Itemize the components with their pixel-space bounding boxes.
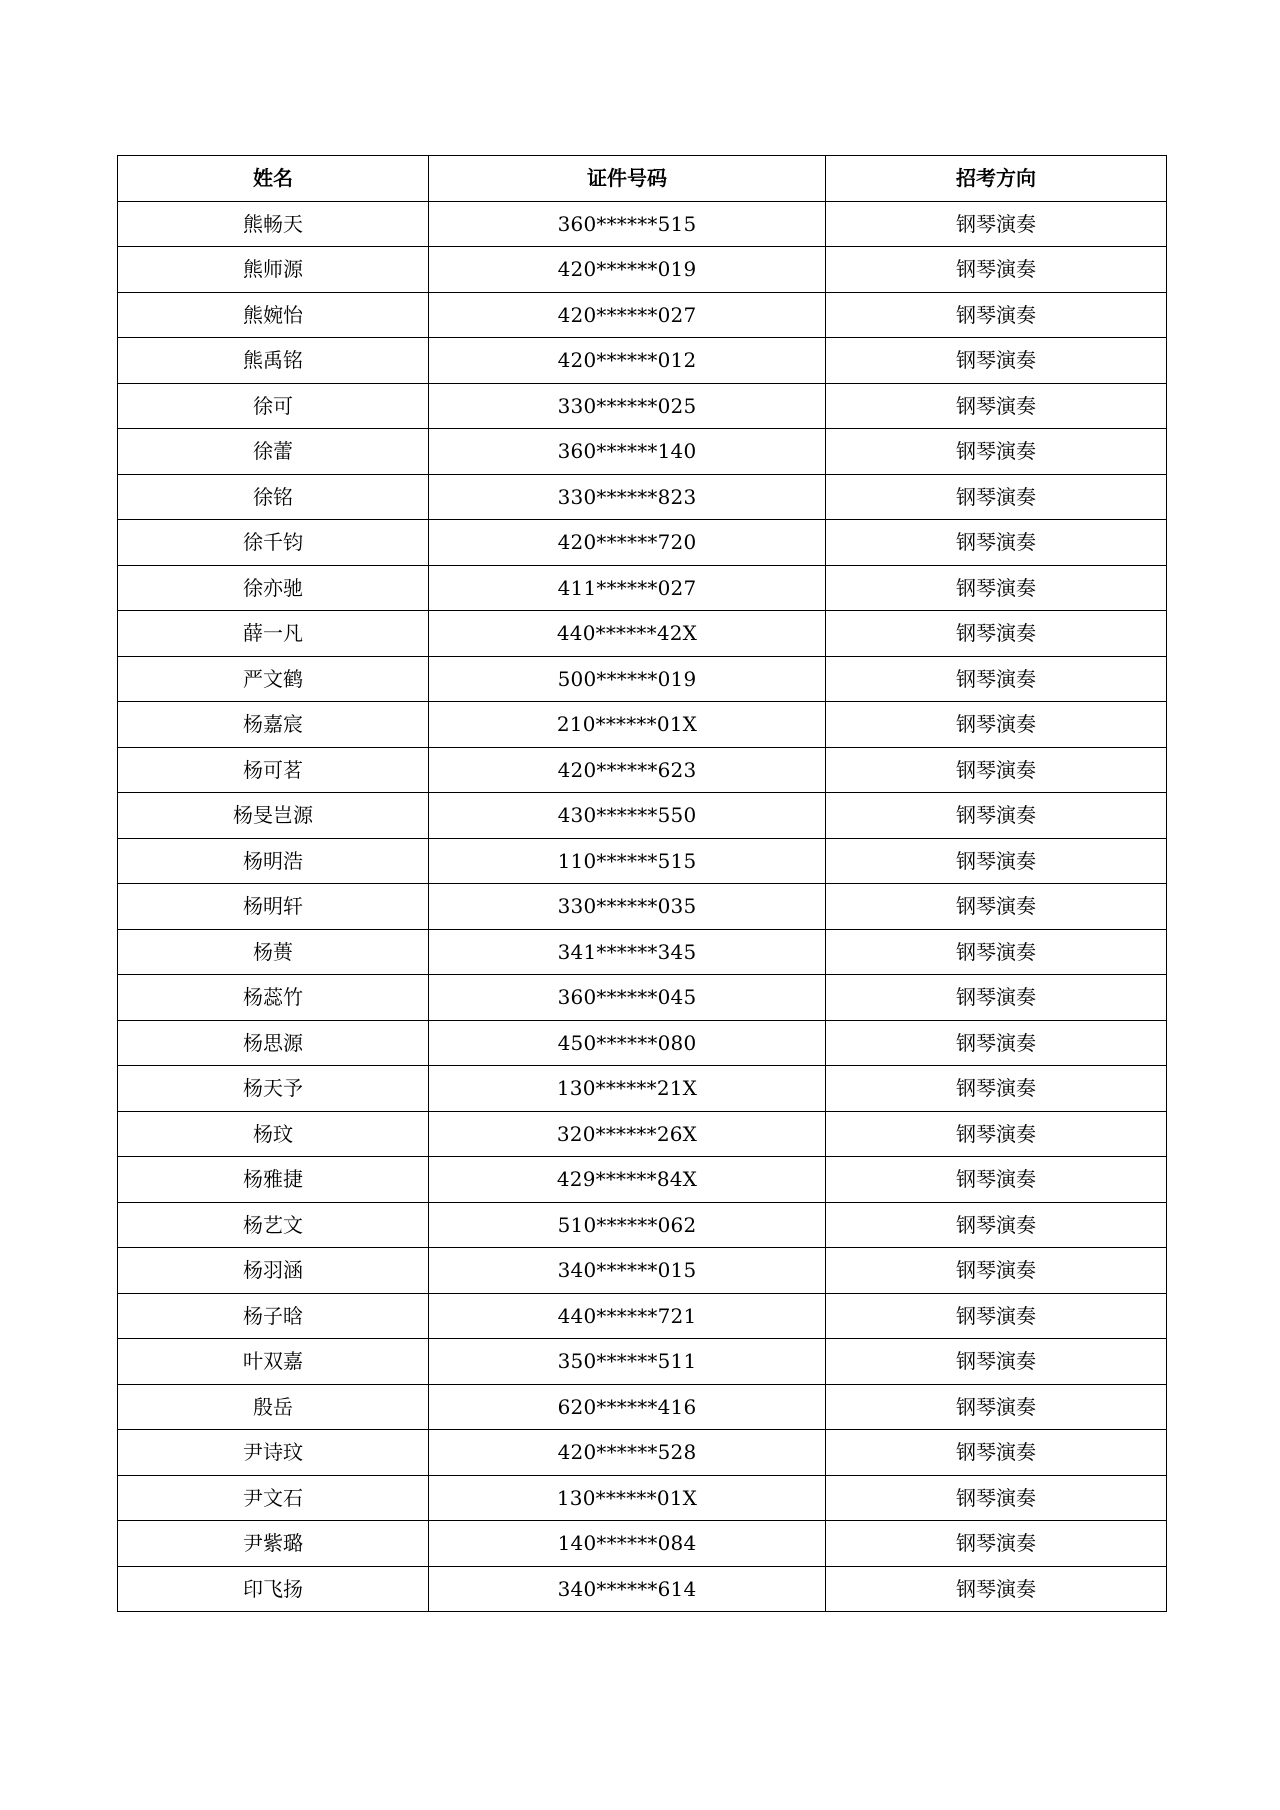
table-row xyxy=(118,201,1167,247)
cell-name: 杨可茗 xyxy=(118,747,429,793)
cell-direction: 钢琴演奏 xyxy=(826,1339,1167,1385)
header-direction: 招考方向 xyxy=(826,156,1167,202)
cell-name: 印飞扬 xyxy=(118,1566,429,1612)
cell-id-number: 440******42X xyxy=(429,611,826,657)
cell-id-number: 420******027 xyxy=(429,292,826,338)
cell-name: 尹紫璐 xyxy=(118,1521,429,1567)
table-row xyxy=(118,292,1167,338)
cell-id-number: 360******140 xyxy=(429,429,826,475)
cell-direction: 钢琴演奏 xyxy=(826,520,1167,566)
table-row xyxy=(118,565,1167,611)
candidate-table xyxy=(117,155,1167,1612)
table-header xyxy=(118,156,1167,202)
cell-direction: 钢琴演奏 xyxy=(826,1521,1167,1567)
cell-name: 杨思源 xyxy=(118,1020,429,1066)
cell-id-number: 330******035 xyxy=(429,884,826,930)
cell-direction: 钢琴演奏 xyxy=(826,975,1167,1021)
table-row xyxy=(118,474,1167,520)
cell-id-number: 360******515 xyxy=(429,201,826,247)
table-row xyxy=(118,702,1167,748)
cell-id-number: 420******019 xyxy=(429,247,826,293)
cell-direction: 钢琴演奏 xyxy=(826,1566,1167,1612)
table-row xyxy=(118,929,1167,975)
table-row xyxy=(118,1020,1167,1066)
cell-direction: 钢琴演奏 xyxy=(826,702,1167,748)
cell-id-number: 420******012 xyxy=(429,338,826,384)
table-row xyxy=(118,747,1167,793)
table-row xyxy=(118,1157,1167,1203)
cell-name: 尹文石 xyxy=(118,1475,429,1521)
cell-direction: 钢琴演奏 xyxy=(826,565,1167,611)
table-row xyxy=(118,1066,1167,1112)
table-row xyxy=(118,611,1167,657)
cell-name: 杨天予 xyxy=(118,1066,429,1112)
table-row xyxy=(118,247,1167,293)
cell-id-number: 330******025 xyxy=(429,383,826,429)
cell-name: 叶双嘉 xyxy=(118,1339,429,1385)
table-row xyxy=(118,975,1167,1021)
cell-direction: 钢琴演奏 xyxy=(826,1157,1167,1203)
table-row xyxy=(118,656,1167,702)
table-row xyxy=(118,1475,1167,1521)
table-row xyxy=(118,793,1167,839)
cell-name: 熊禹铭 xyxy=(118,338,429,384)
cell-direction: 钢琴演奏 xyxy=(826,1202,1167,1248)
cell-name: 徐可 xyxy=(118,383,429,429)
cell-name: 杨蕊竹 xyxy=(118,975,429,1021)
cell-id-number: 500******019 xyxy=(429,656,826,702)
cell-id-number: 210******01X xyxy=(429,702,826,748)
table-row xyxy=(118,520,1167,566)
table-row xyxy=(118,1430,1167,1476)
header-name: 姓名 xyxy=(118,156,429,202)
cell-id-number: 320******26X xyxy=(429,1111,826,1157)
cell-direction: 钢琴演奏 xyxy=(826,656,1167,702)
table-row xyxy=(118,1566,1167,1612)
table-row xyxy=(118,1248,1167,1294)
table-body xyxy=(118,201,1167,1612)
table-row xyxy=(118,1384,1167,1430)
table-row xyxy=(118,383,1167,429)
cell-direction: 钢琴演奏 xyxy=(826,747,1167,793)
table-row xyxy=(118,338,1167,384)
cell-name: 熊畅天 xyxy=(118,201,429,247)
cell-direction: 钢琴演奏 xyxy=(826,1248,1167,1294)
cell-id-number: 420******623 xyxy=(429,747,826,793)
table-row xyxy=(118,838,1167,884)
header-row xyxy=(118,156,1167,202)
cell-id-number: 130******01X xyxy=(429,1475,826,1521)
cell-name: 徐亦驰 xyxy=(118,565,429,611)
cell-direction: 钢琴演奏 xyxy=(826,1293,1167,1339)
header-id-number: 证件号码 xyxy=(429,156,826,202)
cell-id-number: 420******528 xyxy=(429,1430,826,1476)
cell-name: 杨子晗 xyxy=(118,1293,429,1339)
cell-id-number: 330******823 xyxy=(429,474,826,520)
cell-name: 徐铭 xyxy=(118,474,429,520)
cell-id-number: 341******345 xyxy=(429,929,826,975)
cell-name: 薛一凡 xyxy=(118,611,429,657)
cell-direction: 钢琴演奏 xyxy=(826,1384,1167,1430)
table-row xyxy=(118,1202,1167,1248)
cell-direction: 钢琴演奏 xyxy=(826,292,1167,338)
cell-id-number: 360******045 xyxy=(429,975,826,1021)
cell-direction: 钢琴演奏 xyxy=(826,383,1167,429)
table-row xyxy=(118,1111,1167,1157)
table-row xyxy=(118,1521,1167,1567)
cell-name: 熊师源 xyxy=(118,247,429,293)
cell-id-number: 420******720 xyxy=(429,520,826,566)
cell-name: 杨旻岂源 xyxy=(118,793,429,839)
table-row xyxy=(118,1339,1167,1385)
table-row xyxy=(118,1293,1167,1339)
cell-direction: 钢琴演奏 xyxy=(826,1430,1167,1476)
cell-direction: 钢琴演奏 xyxy=(826,1475,1167,1521)
cell-name: 杨明浩 xyxy=(118,838,429,884)
cell-direction: 钢琴演奏 xyxy=(826,1111,1167,1157)
cell-direction: 钢琴演奏 xyxy=(826,884,1167,930)
document-page xyxy=(117,155,1166,1612)
cell-name: 杨雅捷 xyxy=(118,1157,429,1203)
cell-id-number: 429******84X xyxy=(429,1157,826,1203)
cell-id-number: 450******080 xyxy=(429,1020,826,1066)
cell-name: 尹诗玟 xyxy=(118,1430,429,1476)
cell-name: 杨玟 xyxy=(118,1111,429,1157)
cell-id-number: 130******21X xyxy=(429,1066,826,1112)
cell-name: 杨艺文 xyxy=(118,1202,429,1248)
cell-direction: 钢琴演奏 xyxy=(826,338,1167,384)
cell-direction: 钢琴演奏 xyxy=(826,1066,1167,1112)
cell-id-number: 411******027 xyxy=(429,565,826,611)
cell-direction: 钢琴演奏 xyxy=(826,247,1167,293)
cell-name: 徐千钧 xyxy=(118,520,429,566)
cell-direction: 钢琴演奏 xyxy=(826,929,1167,975)
cell-direction: 钢琴演奏 xyxy=(826,793,1167,839)
cell-name: 殷岳 xyxy=(118,1384,429,1430)
cell-name: 杨蒉 xyxy=(118,929,429,975)
cell-id-number: 430******550 xyxy=(429,793,826,839)
cell-name: 杨羽涵 xyxy=(118,1248,429,1294)
cell-id-number: 350******511 xyxy=(429,1339,826,1385)
cell-direction: 钢琴演奏 xyxy=(826,429,1167,475)
cell-name: 徐蕾 xyxy=(118,429,429,475)
cell-direction: 钢琴演奏 xyxy=(826,474,1167,520)
cell-name: 杨嘉宸 xyxy=(118,702,429,748)
cell-id-number: 110******515 xyxy=(429,838,826,884)
cell-id-number: 140******084 xyxy=(429,1521,826,1567)
cell-id-number: 340******015 xyxy=(429,1248,826,1294)
cell-direction: 钢琴演奏 xyxy=(826,1020,1167,1066)
cell-name: 严文鹤 xyxy=(118,656,429,702)
cell-name: 熊婉怡 xyxy=(118,292,429,338)
cell-id-number: 340******614 xyxy=(429,1566,826,1612)
cell-id-number: 510******062 xyxy=(429,1202,826,1248)
table-row xyxy=(118,429,1167,475)
cell-direction: 钢琴演奏 xyxy=(826,201,1167,247)
cell-id-number: 440******721 xyxy=(429,1293,826,1339)
cell-direction: 钢琴演奏 xyxy=(826,838,1167,884)
cell-id-number: 620******416 xyxy=(429,1384,826,1430)
cell-name: 杨明轩 xyxy=(118,884,429,930)
cell-direction: 钢琴演奏 xyxy=(826,611,1167,657)
table-row xyxy=(118,884,1167,930)
